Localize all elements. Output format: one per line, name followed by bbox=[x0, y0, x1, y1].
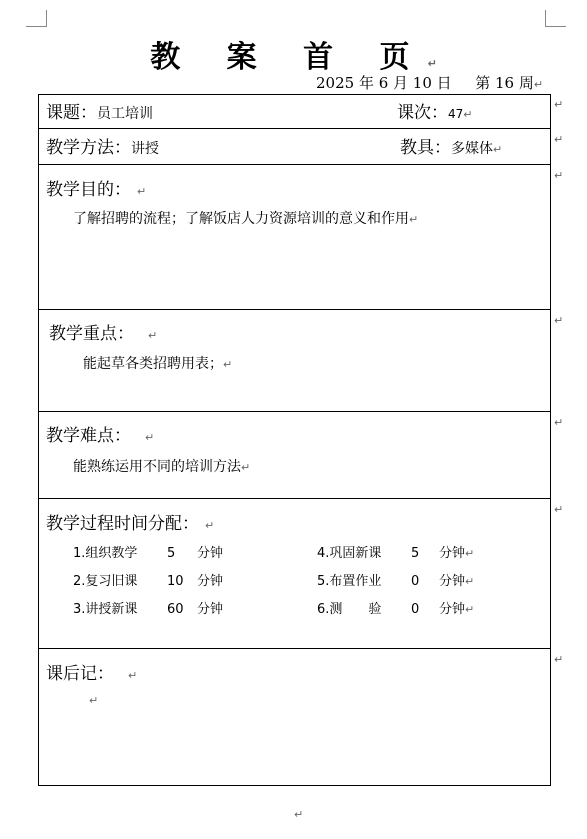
session-label: 课次： bbox=[397, 103, 448, 123]
row-end-mark: ↵ bbox=[554, 653, 564, 666]
lesson-date: 2025 年 6 月 10 日 bbox=[316, 74, 452, 92]
row-end-mark: ↵ bbox=[554, 416, 564, 429]
method-field bbox=[46, 133, 159, 158]
date-line: 2025 年 6 月 10 日 第 16 周↵ bbox=[316, 74, 544, 92]
time-item: 4.巩固新课 5 分钟↵ bbox=[317, 546, 475, 561]
difficulties-text: 能熟练运用不同的培训方法↵ bbox=[73, 459, 251, 475]
time-item: 3.讲授新课 60 分钟 bbox=[73, 602, 224, 617]
divider bbox=[39, 164, 550, 165]
divider bbox=[39, 411, 550, 412]
lesson-week: 第 16 周 bbox=[475, 74, 534, 92]
time-item: 6.测 验 0 分钟↵ bbox=[317, 602, 475, 617]
lesson-plan-table bbox=[38, 94, 551, 786]
tools-value: 多媒体 bbox=[451, 141, 493, 157]
page-title: 教 案 首 页↵ bbox=[150, 40, 437, 75]
row-end-mark: ↵ bbox=[554, 169, 564, 182]
topic-value: 员工培训 bbox=[97, 106, 153, 122]
row-end-mark: ↵ bbox=[554, 133, 564, 146]
session-field: 课次：47↵ bbox=[397, 103, 473, 123]
divider bbox=[39, 128, 550, 129]
objective-text: 了解招聘的流程；了解饭店人力资源培训的意义和作用↵ bbox=[73, 211, 419, 227]
topic-field bbox=[46, 98, 153, 123]
divider bbox=[39, 309, 550, 310]
row-end-mark: ↵ bbox=[554, 503, 564, 516]
time-allocation-label: 教学过程时间分配： ↵ bbox=[46, 514, 215, 534]
notes-label: 课后记： ↵ bbox=[46, 664, 138, 684]
key-points-text: 能起草各类招聘用表；↵ bbox=[83, 356, 233, 372]
divider bbox=[39, 648, 550, 649]
paragraph-mark: ↵ bbox=[294, 808, 304, 821]
row-end-mark: ↵ bbox=[554, 98, 564, 111]
objective-label: 教学目的： ↵ bbox=[46, 180, 147, 200]
topic-label: 课题： bbox=[46, 103, 97, 123]
time-item: 2.复习旧课 10 分钟 bbox=[73, 574, 224, 589]
difficulties-label: 教学难点： ↵ bbox=[46, 426, 155, 446]
tools-label: 教具： bbox=[400, 138, 451, 158]
tools-field: 教具：多媒体↵ bbox=[400, 138, 503, 158]
row-end-mark: ↵ bbox=[554, 314, 564, 327]
crop-mark-top-right bbox=[545, 10, 566, 27]
time-item: 5.布置作业 0 分钟↵ bbox=[317, 574, 475, 589]
method-label: 教学方法： bbox=[46, 138, 131, 158]
divider bbox=[39, 498, 550, 499]
crop-mark-top-left bbox=[26, 10, 47, 27]
key-points-label: 教学重点： ↵ bbox=[49, 324, 158, 344]
time-item: 1.组织教学 5 分钟 bbox=[73, 546, 224, 561]
method-value: 讲授 bbox=[131, 141, 159, 157]
paragraph-mark: ↵ bbox=[89, 694, 99, 707]
session-value: 47 bbox=[448, 107, 464, 121]
